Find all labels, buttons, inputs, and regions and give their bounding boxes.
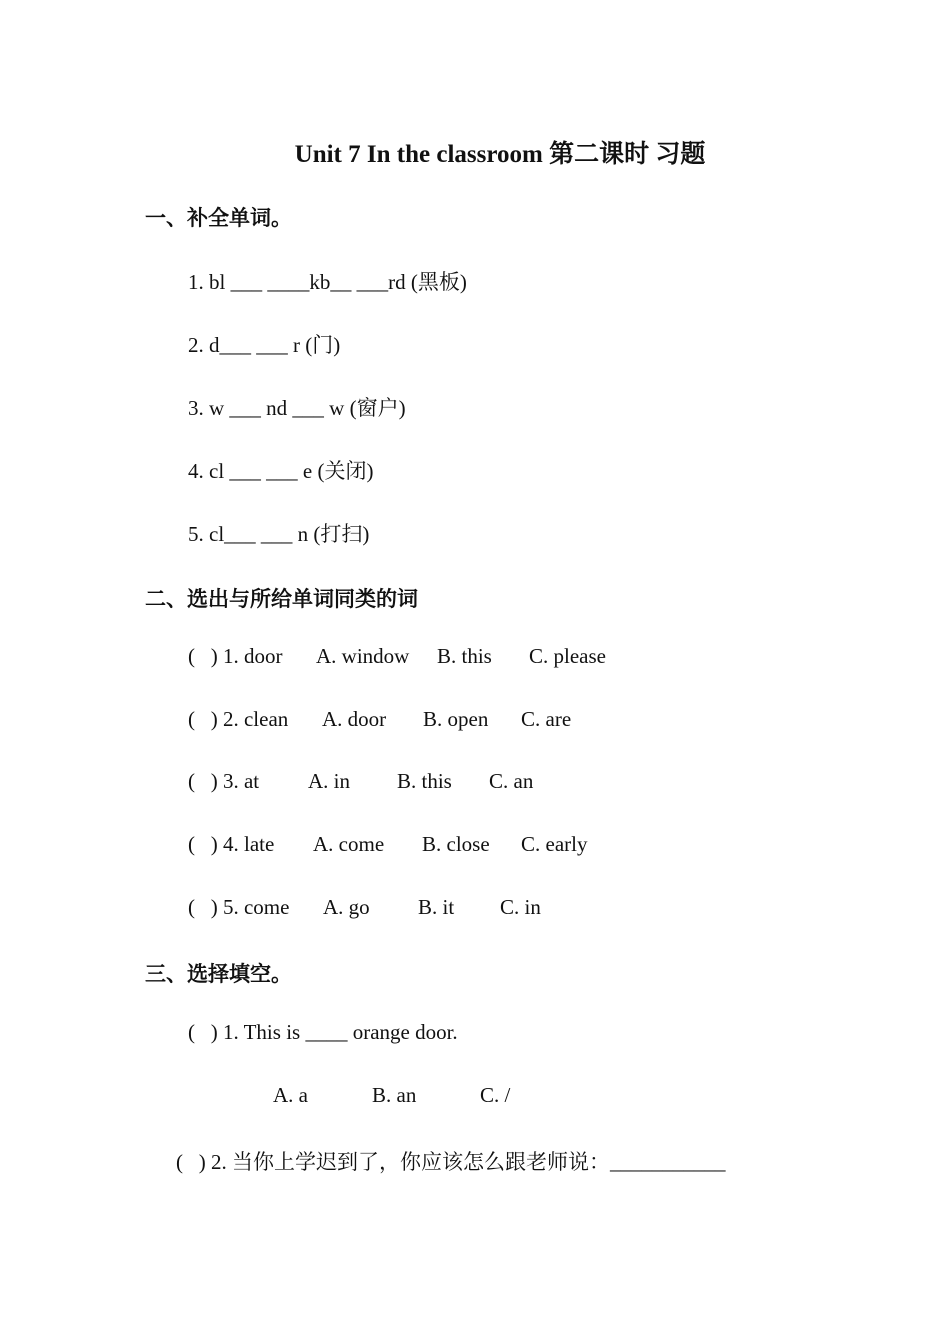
s3-q1: ( ) 1. This is ____ orange door.	[188, 1020, 458, 1044]
s2-q3-option-b: B. this	[397, 769, 452, 793]
s2-q5: ( ) 5. come	[188, 895, 290, 919]
s2-q4-option-c: C. early	[521, 832, 588, 856]
s2-q2-option-b: B. open	[423, 707, 489, 731]
s2-q3: ( ) 3. at	[188, 769, 260, 793]
s2-q4-option-b: B. close	[422, 832, 490, 856]
s2-q5-option-c: C. in	[500, 895, 541, 919]
section-3-heading: 三、选择填空。	[145, 962, 292, 986]
page-title: Unit 7 In the classroom 第二课时 习题	[294, 141, 706, 168]
s2-q2-option-c: C. are	[521, 707, 572, 731]
section-2-heading: 二、选出与所给单词同类的词	[145, 587, 418, 611]
s2-q4: ( ) 4. late	[188, 832, 275, 856]
s2-q1: ( ) 1. door	[188, 644, 283, 668]
s1-item-4: 4. cl ___ ___ e (关闭)	[188, 459, 374, 483]
s1-item-2: 2. d___ ___ r (门)	[188, 333, 341, 357]
s3-q2: ( ) 2. 当你上学迟到了，你应该怎么跟老师说：___________	[176, 1150, 726, 1174]
s2-q2: ( ) 2. clean	[188, 707, 289, 731]
s1-item-3: 3. w ___ nd ___ w (窗户)	[188, 396, 406, 420]
s2-q5-option-b: B. it	[418, 895, 455, 919]
s2-q1-option-c: C. please	[529, 644, 606, 668]
s2-q3-option-a: A. in	[308, 769, 350, 793]
section-1-heading: 一、补全单词。	[145, 206, 292, 230]
s2-q4-option-a: A. come	[313, 832, 385, 856]
s1-item-5: 5. cl___ ___ n (打扫)	[188, 522, 370, 546]
s3-q1-option-c: C. /	[480, 1083, 511, 1107]
s1-item-1: 1. bl ___ ____kb__ ___rd (黑板)	[188, 270, 467, 294]
s3-q1-option-a: A. a	[273, 1083, 308, 1107]
s2-q1-option-b: B. this	[437, 644, 492, 668]
s2-q5-option-a: A. go	[323, 895, 370, 919]
s2-q3-option-c: C. an	[489, 769, 534, 793]
s2-q1-option-a: A. window	[316, 644, 410, 668]
s3-q1-option-b: B. an	[372, 1083, 417, 1107]
s2-q2-option-a: A. door	[322, 707, 387, 731]
